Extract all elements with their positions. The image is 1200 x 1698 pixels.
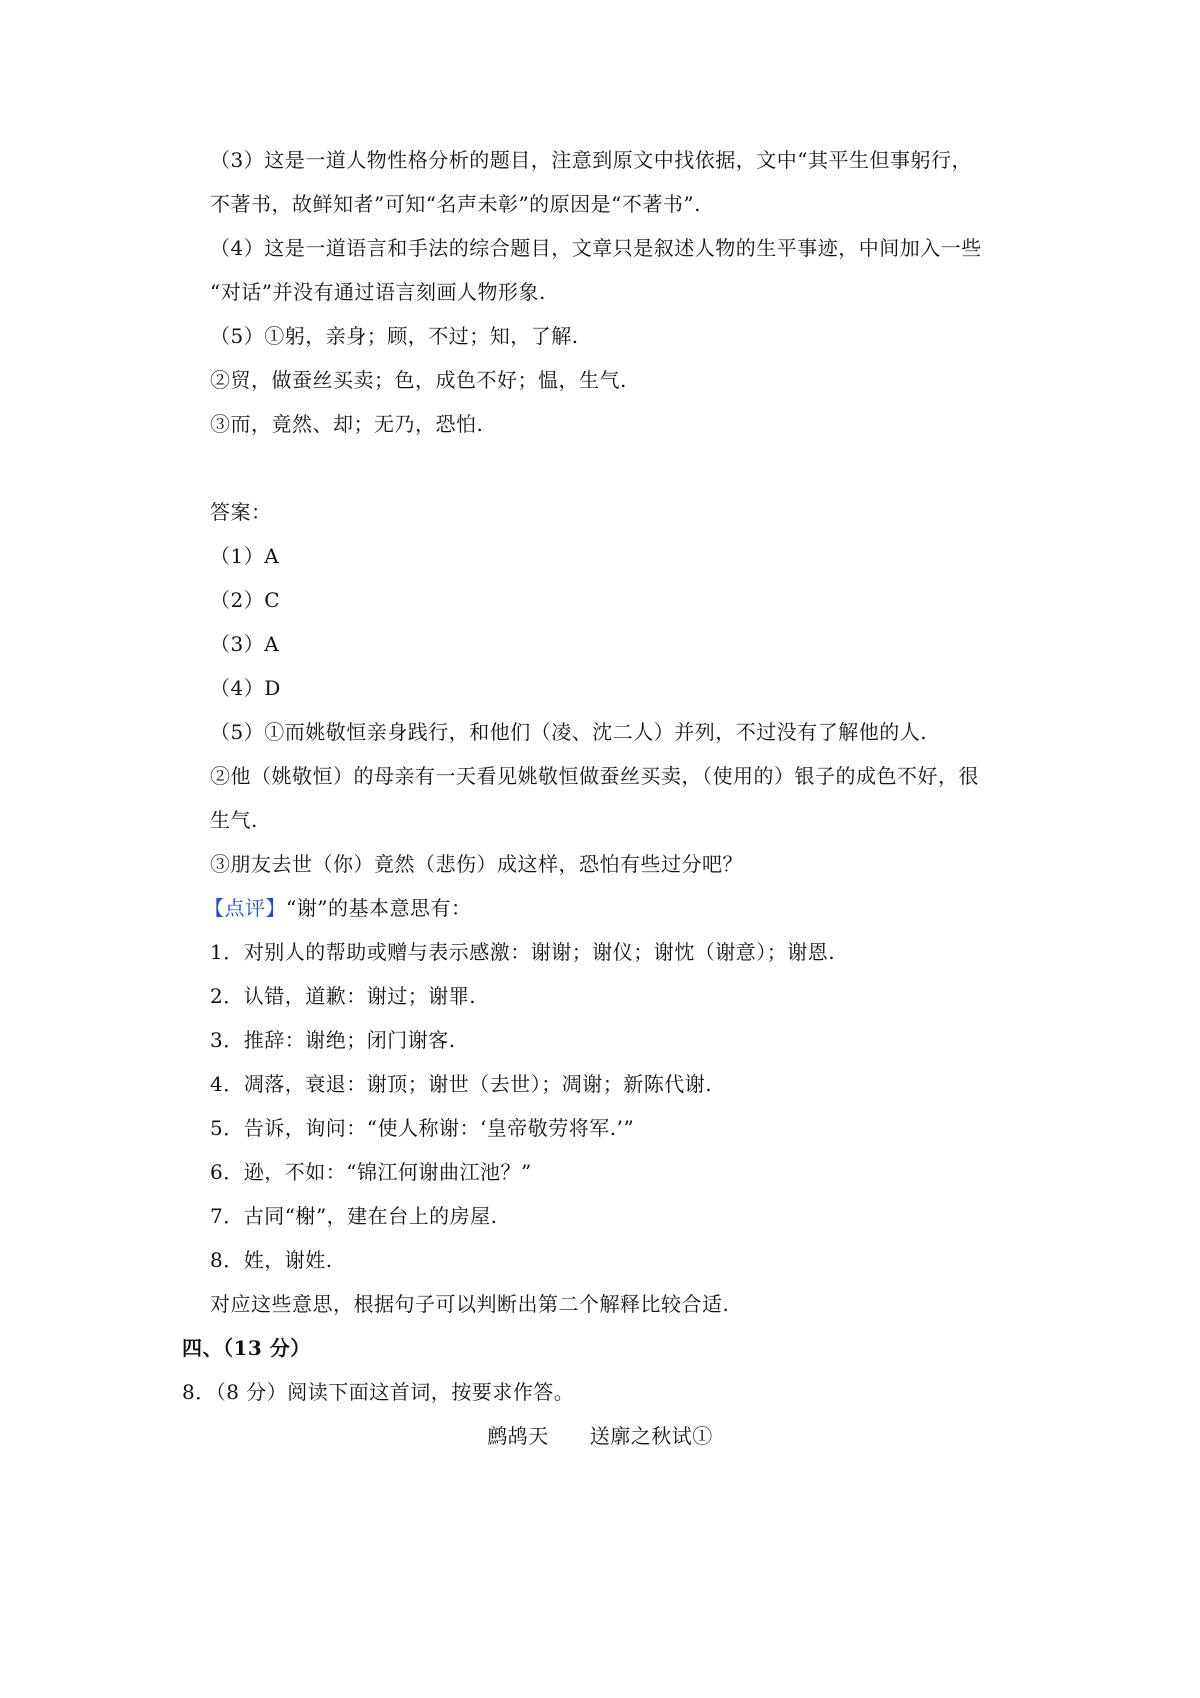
analysis-p4-line2: “对话”并没有通过语言刻画人物形象. [210, 280, 546, 304]
answer-4: （4）D [210, 676, 281, 700]
analysis-p3-line1: （3）这是一道人物性格分析的题目，注意到原文中找依据，文中“其平生但事躬行， [210, 148, 972, 172]
answer-5-line2: ②他（姚敬恒）的母亲有一天看见姚敬恒做蚕丝买卖，（使用的）银子的成色不好，很 [210, 764, 979, 788]
analysis-p5-line2: ②贸，做蚕丝买卖；色，成色不好；愠，生气. [210, 368, 627, 392]
section-heading: 四、（13 分） [182, 1336, 311, 1360]
analysis-p3-line2: 不著书，故鲜知者”可知“名声未彰”的原因是“不著书”. [210, 192, 701, 216]
comment-item: 6．逊，不如：“锦江何谢曲江池？” [210, 1160, 532, 1184]
analysis-p4-line1: （4）这是一道语言和手法的综合题目，文章只是叙述人物的生平事迹，中间加入一些 [210, 236, 982, 260]
comment-item: 1．对别人的帮助或赠与表示感激：谢谢；谢仪；谢忱（谢意）；谢恩. [210, 940, 836, 964]
answer-5-line4: ③朋友去世（你）竟然（悲伤）成这样，恐怕有些过分吧？ [210, 852, 743, 876]
comment-intro: “谢”的基本意思有： [286, 896, 472, 920]
answer-5-line3: 生气. [210, 808, 258, 832]
comment-item: 4．凋落，衰退：谢顶；谢世（去世）；凋谢；新陈代谢. [210, 1072, 713, 1096]
answer-2: （2）C [210, 588, 281, 612]
poem-title: 鹧鸪天 送廓之秋试① [487, 1424, 713, 1448]
comment-intro-line [204, 894, 471, 922]
question-8: 8．（8 分）阅读下面这首词，按要求作答。 [182, 1380, 575, 1404]
answer-5-line1: （5）①而姚敬恒亲身践行，和他们（凌、沈二人）并列，不过没有了解他的人. [210, 720, 928, 744]
comment-conclusion: 对应这些意思，根据句子可以判断出第二个解释比较合适. [210, 1292, 730, 1316]
comment-item: 5．告诉，询问：“使人称谢：‘皇帝敬劳将军.’” [210, 1116, 635, 1140]
comment-item: 2．认错，道歉：谢过；谢罪. [210, 984, 477, 1008]
answer-1: （1）A [210, 544, 280, 568]
analysis-p5-line3: ③而，竟然、却；无乃，恐怕. [210, 412, 484, 436]
analysis-p5-line1: （5）①躬，亲身；顾，不过；知，了解. [210, 324, 579, 348]
comment-item: 7．古同“榭”，建在台上的房屋. [210, 1204, 498, 1228]
comment-item: 8．姓，谢姓. [210, 1248, 333, 1272]
answers-title: 答案： [210, 500, 272, 524]
answer-3: （3）A [210, 632, 280, 656]
comment-label: 【点评】 [204, 896, 286, 920]
comment-item: 3．推辞：谢绝；闭门谢客. [210, 1028, 456, 1052]
